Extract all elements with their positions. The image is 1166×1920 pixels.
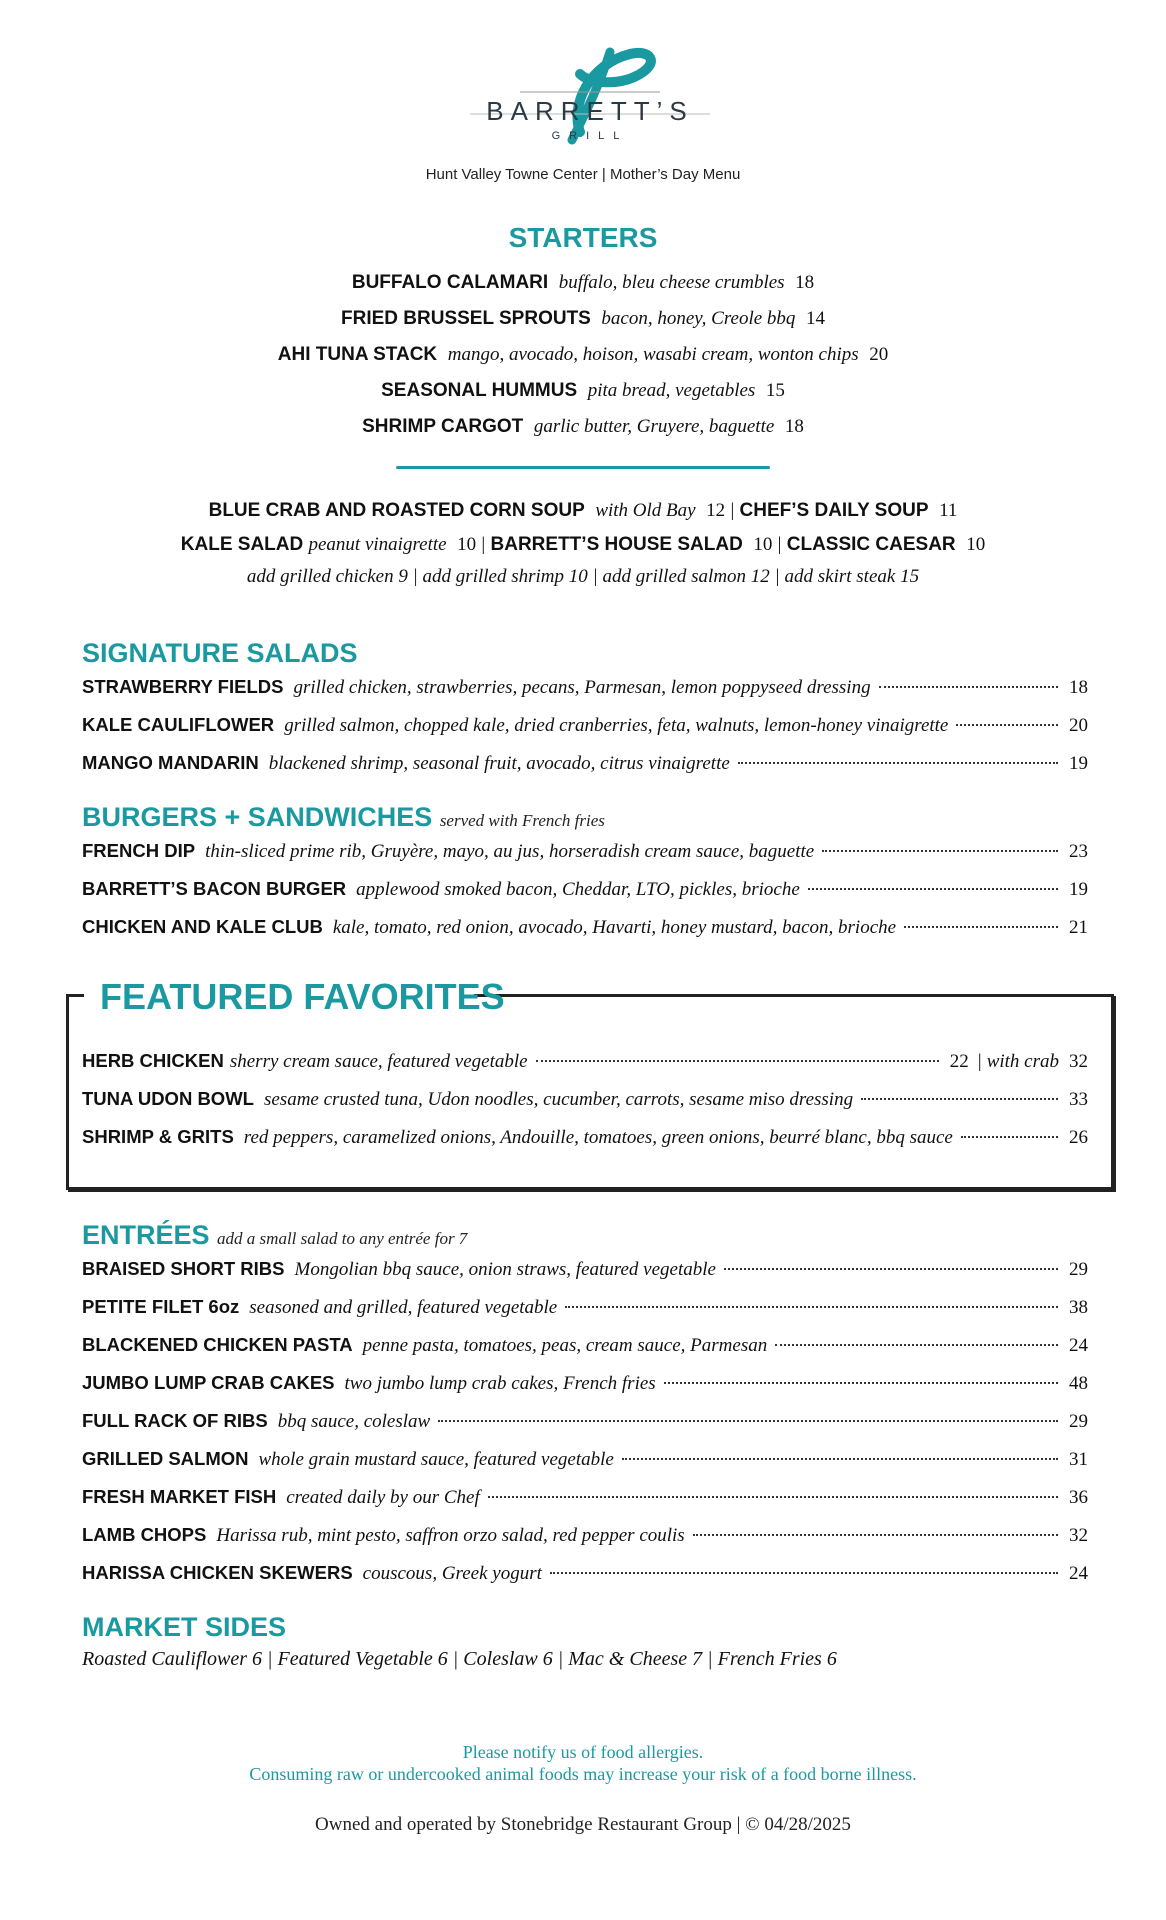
leader-dots bbox=[536, 1060, 939, 1062]
leader-dots bbox=[808, 888, 1058, 890]
entrees-note: add a small salad to any entrée for 7 bbox=[217, 1229, 468, 1248]
menu-item: LAMB CHOPS Harissa rub, mint pesto, saffron orzo salad, red pepper coulis 32 bbox=[82, 1524, 1088, 1546]
starter-item: SHRIMP CARGOT garlic butter, Gruyere, baguette 18 bbox=[362, 416, 804, 437]
burgers-note: served with French fries bbox=[439, 811, 605, 830]
entrees-heading: ENTRÉES add a small salad to any entrée for 7 bbox=[82, 1220, 468, 1250]
leader-dots bbox=[904, 926, 1058, 928]
leader-dots bbox=[550, 1572, 1058, 1574]
leader-dots bbox=[822, 850, 1058, 852]
menu-item: SHRIMP & GRITS red peppers, caramelized onions, Andouille, tomatoes, green onions, beurré blanc, bbq sauce 26 bbox=[82, 1126, 1088, 1148]
menu-item: FRESH MARKET FISH created daily by our Chef 36 bbox=[82, 1486, 1088, 1508]
leader-dots bbox=[775, 1344, 1058, 1346]
starter-item: FRIED BRUSSEL SPROUTS bacon, honey, Creole bbq 14 bbox=[341, 308, 825, 329]
menu-item: JUMBO LUMP CRAB CAKES two jumbo lump crab cakes, French fries 48 bbox=[82, 1372, 1088, 1394]
signature-salads-heading: SIGNATURE SALADS bbox=[82, 638, 358, 668]
section-divider bbox=[396, 466, 770, 469]
menu-item: KALE CAULIFLOWER grilled salmon, chopped kale, dried cranberries, feta, walnuts, lemon-honey vinaigrette 20 bbox=[82, 714, 1088, 736]
starter-item: BUFFALO CALAMARI buffalo, bleu cheese crumbles 18 bbox=[351, 272, 815, 293]
menu-item: MANGO MANDARIN blackened shrimp, seasonal fruit, avocado, citrus vinaigrette 19 bbox=[82, 752, 1088, 774]
soup-line: BLUE CRAB AND ROASTED CORN SOUP with Old Bay 12 | CHEF’S DAILY SOUP 11 bbox=[208, 500, 958, 521]
leader-dots bbox=[565, 1306, 1058, 1308]
raw-food-warning: Consuming raw or undercooked animal foods may increase your risk of a food borne illness. bbox=[249, 1764, 917, 1784]
restaurant-logo bbox=[460, 44, 720, 154]
logo-wordmark: BARRETT’S bbox=[486, 96, 694, 126]
menu-item: BARRETT’S BACON BURGER applewood smoked bacon, Cheddar, LTO, pickles, brioche 19 bbox=[82, 878, 1088, 900]
menu-item: GRILLED SALMON whole grain mustard sauce, featured vegetable 31 bbox=[82, 1448, 1088, 1470]
leader-dots bbox=[861, 1098, 1058, 1100]
menu-item: FRENCH DIP thin-sliced prime rib, Gruyère, mayo, au jus, horseradish cream sauce, baguette 23 bbox=[82, 840, 1088, 862]
leader-dots bbox=[622, 1458, 1058, 1460]
menu-item: CHICKEN AND KALE CLUB kale, tomato, red onion, avocado, Havarti, honey mustard, bacon, brioche 21 bbox=[82, 916, 1088, 938]
menu-subtitle: Hunt Valley Towne Center | Mother’s Day Menu bbox=[425, 166, 741, 183]
leader-dots bbox=[956, 724, 1058, 726]
allergy-notice: Please notify us of food allergies. bbox=[462, 1742, 704, 1762]
menu-item: PETITE FILET 6oz seasoned and grilled, featured vegetable 38 bbox=[82, 1296, 1088, 1318]
market-sides-heading: MARKET SIDES bbox=[82, 1612, 287, 1642]
leader-dots bbox=[693, 1534, 1058, 1536]
add-ons-line: add grilled chicken 9 | add grilled shrimp 10 | add grilled salmon 12 | add skirt steak 15 bbox=[246, 566, 920, 587]
leader-dots bbox=[664, 1382, 1058, 1384]
leader-dots bbox=[879, 686, 1058, 688]
starter-item: SEASONAL HUMMUS pita bread, vegetables 15 bbox=[381, 380, 785, 401]
menu-item: FULL RACK OF RIBS bbq sauce, coleslaw 29 bbox=[82, 1410, 1088, 1432]
leader-dots bbox=[961, 1136, 1058, 1138]
menu-item: HERB CHICKEN sherry cream sauce, featured vegetable 22 | with crab 32 bbox=[82, 1050, 1088, 1072]
menu-item: HARISSA CHICKEN SKEWERS couscous, Greek yogurt 24 bbox=[82, 1562, 1088, 1584]
leader-dots bbox=[738, 762, 1058, 764]
leader-dots bbox=[438, 1420, 1058, 1422]
featured-favorites-heading: FEATURED FAVORITES bbox=[100, 976, 505, 1017]
menu-item: STRAWBERRY FIELDS grilled chicken, strawberries, pecans, Parmesan, lemon poppyseed dressing 18 bbox=[82, 676, 1088, 698]
leader-dots bbox=[724, 1268, 1058, 1270]
starters-heading: STARTERS bbox=[508, 222, 658, 253]
logo-tagline: GRILL bbox=[551, 130, 629, 142]
burgers-heading: BURGERS + SANDWICHES served with French fries bbox=[82, 802, 605, 832]
menu-item: BLACKENED CHICKEN PASTA penne pasta, tomatoes, peas, cream sauce, Parmesan 24 bbox=[82, 1334, 1088, 1356]
market-sides-line: Roasted Cauliflower 6 | Featured Vegetable 6 | Coleslaw 6 | Mac & Cheese 7 | French Fries 6 bbox=[82, 1648, 837, 1670]
menu-item: BRAISED SHORT RIBS Mongolian bbq sauce, onion straws, featured vegetable 29 bbox=[82, 1258, 1088, 1280]
leader-dots bbox=[488, 1496, 1058, 1498]
footer-ownership: Owned and operated by Stonebridge Restaurant Group | © 04/28/2025 bbox=[315, 1814, 851, 1835]
starter-item: AHI TUNA STACK mango, avocado, hoison, wasabi cream, wonton chips 20 bbox=[277, 344, 889, 365]
salad-line: KALE SALAD peanut vinaigrette 10 | BARRETT’S HOUSE SALAD 10 | CLASSIC CAESAR 10 bbox=[180, 534, 986, 555]
menu-item: TUNA UDON BOWL sesame crusted tuna, Udon noodles, cucumber, carrots, sesame miso dressing 33 bbox=[82, 1088, 1088, 1110]
